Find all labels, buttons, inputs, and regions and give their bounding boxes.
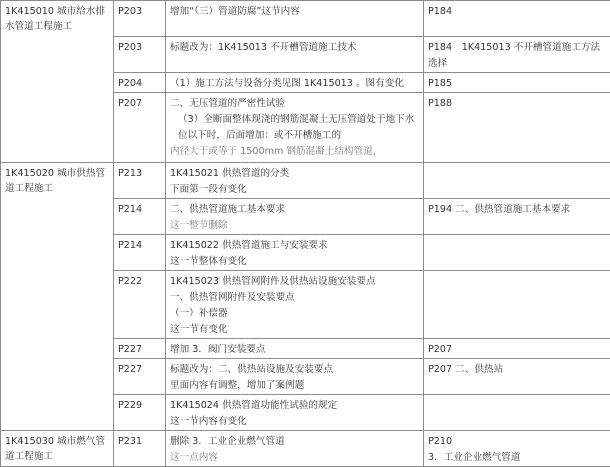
content-cell: [166, 359, 424, 395]
table-row: [1, 163, 610, 199]
ref-line: P210: [428, 434, 606, 450]
content-line: 这一点内容: [170, 450, 419, 466]
content-cell: [166, 1, 424, 37]
page-cell: P227: [114, 339, 166, 359]
ref-line: P188: [428, 96, 606, 112]
ref-line: 3．工业企业燃气管道: [428, 450, 606, 466]
content-line: 这一整节删除: [170, 218, 419, 234]
content-cell: [166, 93, 424, 163]
ref-cell: [424, 271, 610, 339]
content-line: 这一节有变化: [170, 322, 419, 338]
page-cell: P207: [114, 93, 166, 163]
content-line: 标题改为：二、供热站设施及安装要点: [170, 362, 419, 378]
content-line: 下面第一段有变化: [170, 182, 419, 198]
ref-cell: [424, 199, 610, 235]
content-line: （一）补偿器: [170, 306, 419, 322]
content-cell: [166, 395, 424, 431]
content-line: 标题改为：1K415013 不开槽管道施工技术: [170, 40, 419, 56]
ref-cell: [424, 359, 610, 395]
page-cell: P203: [114, 1, 166, 37]
ref-cell: [424, 163, 610, 199]
content-line: 二、供热管道施工基本要求: [170, 202, 419, 218]
section-cell: [1, 1, 114, 163]
page-cell: P229: [114, 395, 166, 431]
ref-cell: [424, 395, 610, 431]
content-line: 内径大于或等于 1500mm 钢筋混凝土结构管道，: [170, 144, 419, 160]
page-cell: P214: [114, 235, 166, 271]
content-line: 一、供热管网附件及安装要点: [170, 290, 419, 306]
ref-cell: [424, 339, 610, 359]
ref-cell: [424, 93, 610, 163]
content-line: 增加 3．阀门安装要点: [170, 342, 419, 358]
ref-line: P184 1K415013 不开槽管道施工方法选择: [428, 40, 606, 72]
ref-cell: [424, 1, 610, 37]
page-cell: P214: [114, 199, 166, 235]
section-title: 1K415030 城市燃气管道工程施工: [5, 434, 109, 464]
content-line: 1K415022 供热管道施工与安装要求: [170, 238, 419, 254]
ref-line: P207: [428, 342, 606, 358]
content-line: 增加“（三）管道防腐”这节内容: [170, 4, 419, 20]
content-line: （1）施工方法与设备分类见图 1K415013 。图有变化: [170, 76, 419, 92]
content-line: 1K415024 供热管道功能性试验的规定: [170, 398, 419, 414]
page-cell: P231: [114, 431, 166, 467]
content-cell: [166, 271, 424, 339]
content-line: 这一节整体有变化: [170, 254, 419, 270]
content-cell: [166, 235, 424, 271]
content-line: 二、无压管道的严密性试验: [170, 96, 419, 112]
content-cell: [166, 199, 424, 235]
page-cell: P227: [114, 359, 166, 395]
content-line: 1K415023 供热管网附件及供热站设施安装要点: [170, 274, 419, 290]
section-cell: [1, 163, 114, 431]
page-cell: P204: [114, 73, 166, 93]
section-title: 1K415010 城市给水排水管道工程施工: [5, 4, 109, 34]
ref-line: P207 二、供热站: [428, 362, 606, 378]
ref-line: P185: [428, 76, 606, 92]
ref-line: P184: [428, 4, 606, 20]
content-cell: [166, 73, 424, 93]
content-cell: [166, 37, 424, 73]
content-cell: [166, 339, 424, 359]
ref-line: P194 二、供热管道施工基本要求: [428, 202, 606, 218]
content-line: 这一节内容有变化: [170, 414, 419, 430]
content-line: 删除 3．工业企业燃气管道: [170, 434, 419, 450]
ref-cell: [424, 73, 610, 93]
section-title: 1K415020 城市供热管道工程施工: [5, 166, 109, 196]
content-line: 1K415021 供热管道的分类: [170, 166, 419, 182]
page-cell: P203: [114, 37, 166, 73]
content-cell: [166, 163, 424, 199]
ref-cell: [424, 235, 610, 271]
table-row: [1, 1, 610, 37]
page-cell: P213: [114, 163, 166, 199]
content-line: （3）全断面整体现浇的钢筋混凝土无压管道处于地下水位以下时，后面增加：或不开槽施工的: [170, 112, 419, 144]
page-cell: P222: [114, 271, 166, 339]
ref-cell: [424, 37, 610, 73]
content-line: 里面内容有调整，增加了案例题: [170, 378, 419, 394]
